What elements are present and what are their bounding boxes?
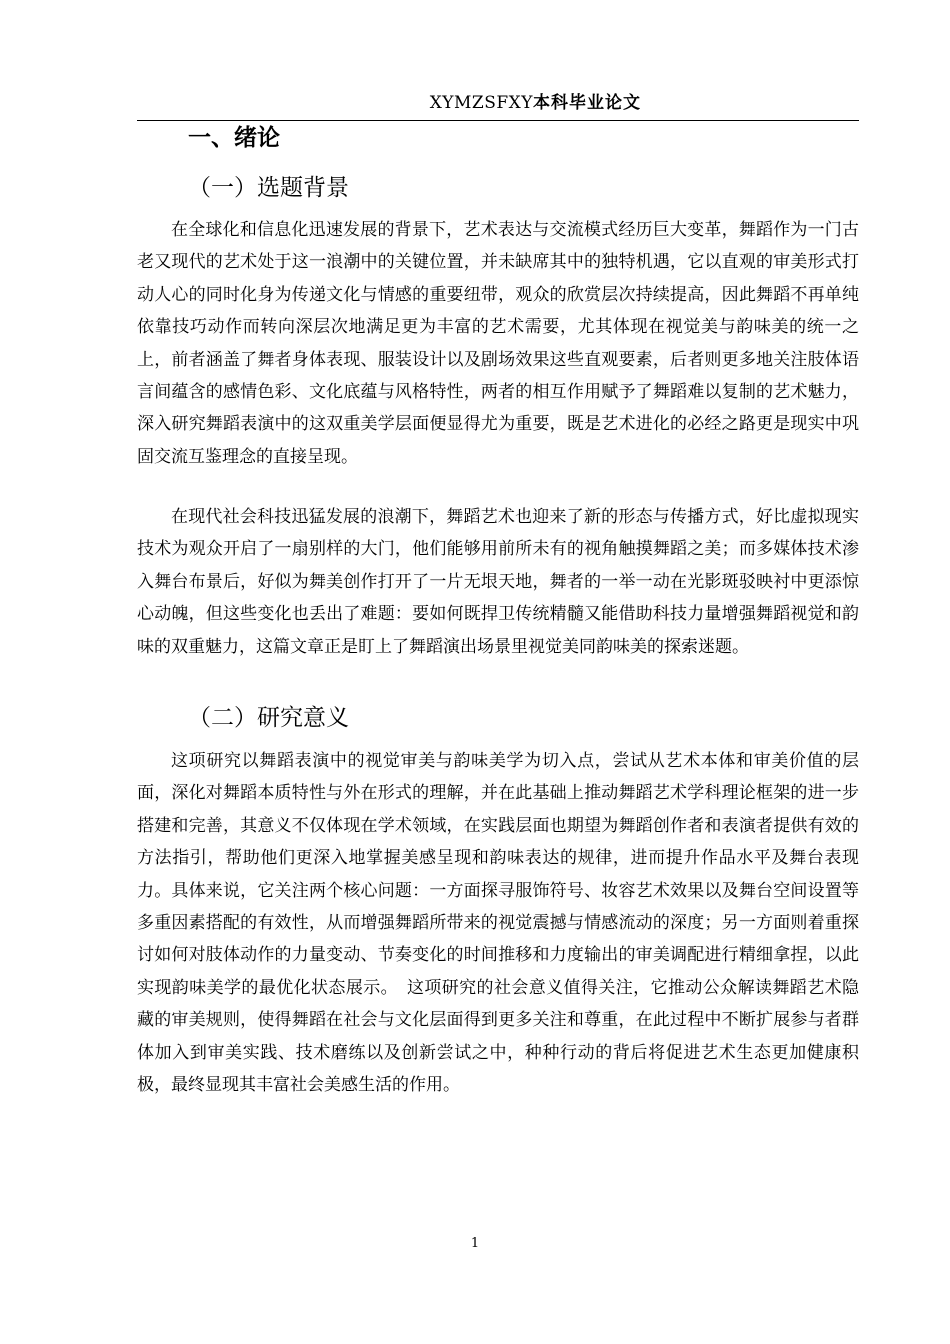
paragraph-background-1: 在全球化和信息化迅速发展的背景下，艺术表达与交流模式经历巨大变革，舞蹈作为一门古老又现代的艺术处于这一浪潮中的关键位置，并未缺席其中的独特机遇，它以直观的审美形式打动人心的同时化身为传递文化与情感的重要纽带，观众的欣赏层次持续提高，因此舞蹈不再单纯依靠技巧动作而转向深层次地满足更为丰富的艺术需要，尤其体现在视觉美与韵味美的统一之上，前者涵盖了舞者身体表现、服装设计以及剧场效果这些直观要素，后者则更多地关注肢体语言间蕴含的感情色彩、文化底蕴与风格特性，两者的相互作用赋予了舞蹈难以复制的艺术魅力，深入研究舞蹈表演中的这双重美学层面便显得尤为重要，既是艺术进化的必经之路更是现实中巩固交流互鉴理念的直接呈现。 (137, 220, 859, 467)
header-code: XYMZSFXY (429, 93, 533, 113)
section-title-significance: （二）研究意义 (188, 705, 349, 731)
chapter-title: 一、绪论 (188, 125, 280, 151)
paragraph-background-2: 在现代社会科技迅猛发展的浪潮下，舞蹈艺术也迎来了新的形态与传播方式，好比虚拟现实技术为观众开启了一扇别样的大门，他们能够用前所未有的视角触摸舞蹈之美；而多媒体技术渗入舞台布景后，好似为舞美创作打开了一片无垠天地，舞者的一举一动在光影斑驳映衬中更添惊心动魄，但这些变化也丢出了难题：要如何既捍卫传统精髓又能借助科技力量增强舞蹈视觉和韵味的双重魅力，这篇文章正是盯上了舞蹈演出场景里视觉美同韵味美的探索迷题。 (137, 507, 859, 657)
page-header (137, 90, 859, 121)
header-label: 本科毕业论文 (533, 93, 641, 113)
page-number: 1 (470, 1236, 480, 1251)
paragraph-significance-1: 这项研究以舞蹈表演中的视觉审美与韵味美学为切入点，尝试从艺术本体和审美价值的层面，深化对舞蹈本质特性与外在形式的理解，并在此基础上推动舞蹈艺术学科理论框架的进一步搭建和完善，其意义不仅体现在学术领域，在实践层面也期望为舞蹈创作者和表演者提供有效的方法指引，帮助他们更深入地掌握美感呈现和韵味表达的规律，进而提升作品水平及舞台表现力。具体来说，它关注两个核心问题：一方面探寻服饰符号、妆容艺术效果以及舞台空间设置等多重因素搭配的有效性，从而增强舞蹈所带来的视觉震撼与情感流动的深度；另一方面则着重探讨如何对肢体动作的力量变动、节奏变化的时间推移和力度输出的审美调配进行精细拿捏，以此实现韵味美学的最优化状态展示。 这项研究的社会意义值得关注，它推动公众解读舞蹈艺术隐藏的审美规则，使得舞蹈在社会与文化层面得到更多关注和尊重，在此过程中不断扩展参与者群体加入到审美实践、技术磨练以及创新尝试之中，种种行动的背后将促进艺术生态更加健康积极，最终显现其丰富社会美感生活的作用。 (137, 751, 859, 1096)
header-title (430, 90, 641, 116)
section-title-background: （一）选题背景 (188, 175, 349, 201)
